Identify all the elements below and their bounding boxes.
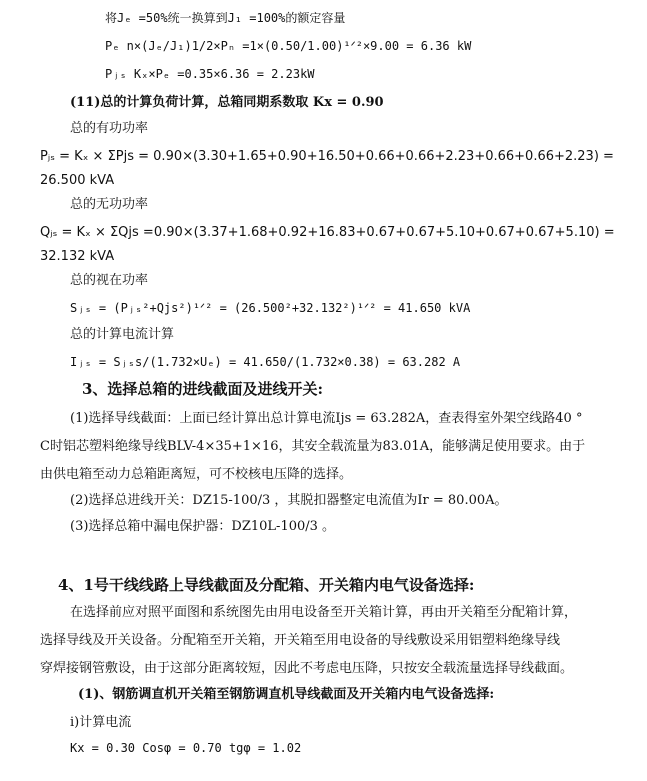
formula-total-reactive-power: Qⱼₛ = Kₓ × ΣQjs =0.90×(3.37+1.68+0.92+16.83+0.67+0.67+5.10+0.67+0.67+5.10) = xyxy=(40,225,615,240)
label-total-apparent-power: 总的视在功率 xyxy=(70,273,149,288)
formula-pjs: Pⱼₛ Kₓ×Pₑ =0.35×6.36 = 2.23kW xyxy=(105,67,315,81)
para-4-line-3: 穿焊接钢管敷设，由于这部分距离较短，因此不考虑电压降，只按安全载流量选择导线截面。 xyxy=(40,661,574,676)
result-total-active-power: 26.500 kVA xyxy=(40,173,115,188)
section-4-heading: 4、1号干线线路上导线截面及分配箱、开关箱内电气设备选择: xyxy=(58,576,475,594)
label-total-active-power: 总的有功功率 xyxy=(70,121,149,136)
formula-kx-cos-tg: Kx = 0.30 Cosφ = 0.70 tgφ = 1.02 xyxy=(70,741,302,755)
para-1-line-1: (1)选择导线截面：上面已经计算出总计算电流Ijs = 63.282A，查表得室外架空线路40 ° xyxy=(70,411,583,426)
subsection-1-heading: (1)、钢筋调直机开关箱至钢筋调直机导线截面及开关箱内电气设备选择: xyxy=(78,687,495,702)
section-3-heading: 3、选择总箱的进线截面及进线开关: xyxy=(82,380,323,398)
result-total-reactive-power: 32.132 kVA xyxy=(40,249,115,264)
formula-total-apparent-power: Sⱼₛ = (Pⱼₛ²+Qjs²)¹ᐟ² = (26.500²+32.132²)¹ᐟ² = 41.650 kVA xyxy=(70,301,471,315)
label-total-reactive-power: 总的无功功率 xyxy=(70,197,149,212)
para-4-line-1: 在选择前应对照平面图和系统图先由用电设备至开关箱计算，再由开关箱至分配箱计算， xyxy=(70,605,578,620)
para-1-line-3: 由供电箱至动力总箱距离短，可不校核电压降的选择。 xyxy=(40,467,353,482)
label-total-current: 总的计算电流计算 xyxy=(70,327,175,342)
formula-pe: Pₑ n×(Jₑ/J₁)1/2×Pₙ =1×(0.50/1.00)¹ᐟ²×9.00 = 6.36 kW xyxy=(105,39,472,53)
label-calc-current: i)计算电流 xyxy=(70,715,132,730)
para-2: (2)选择总进线开关：DZ15-100/3 ，其脱扣器整定电流值为Ir = 80.00A。 xyxy=(70,493,508,508)
para-3: (3)选择总箱中漏电保护器：DZ10L-100/3 。 xyxy=(70,519,336,534)
para-1-line-2: C时铝芯塑料绝缘导线BLV-4×35+1×16，其安全载流量为83.01A，能够满足使用要求。由于 xyxy=(40,439,586,454)
para-4-line-2: 选择导线及开关设备。分配箱至开关箱，开关箱至用电设备的导线敷设采用铝塑料绝缘导线 xyxy=(40,633,561,648)
formula-total-current: Iⱼₛ = Sⱼₛs/(1.732×Uₑ) = 41.650/(1.732×0.38) = 63.282 A xyxy=(70,355,461,369)
text-rated-capacity-conversion: 将Jₑ =50%统一换算到J₁ =100%的额定容量 xyxy=(105,11,346,25)
section-11-heading: (11)总的计算负荷计算，总箱同期系数取 Kx = 0.90 xyxy=(70,95,384,110)
formula-total-active-power: Pⱼₛ = Kₓ × ΣPjs = 0.90×(3.30+1.65+0.90+16.50+0.66+0.66+2.23+0.66+0.66+2.23) = xyxy=(40,149,614,164)
